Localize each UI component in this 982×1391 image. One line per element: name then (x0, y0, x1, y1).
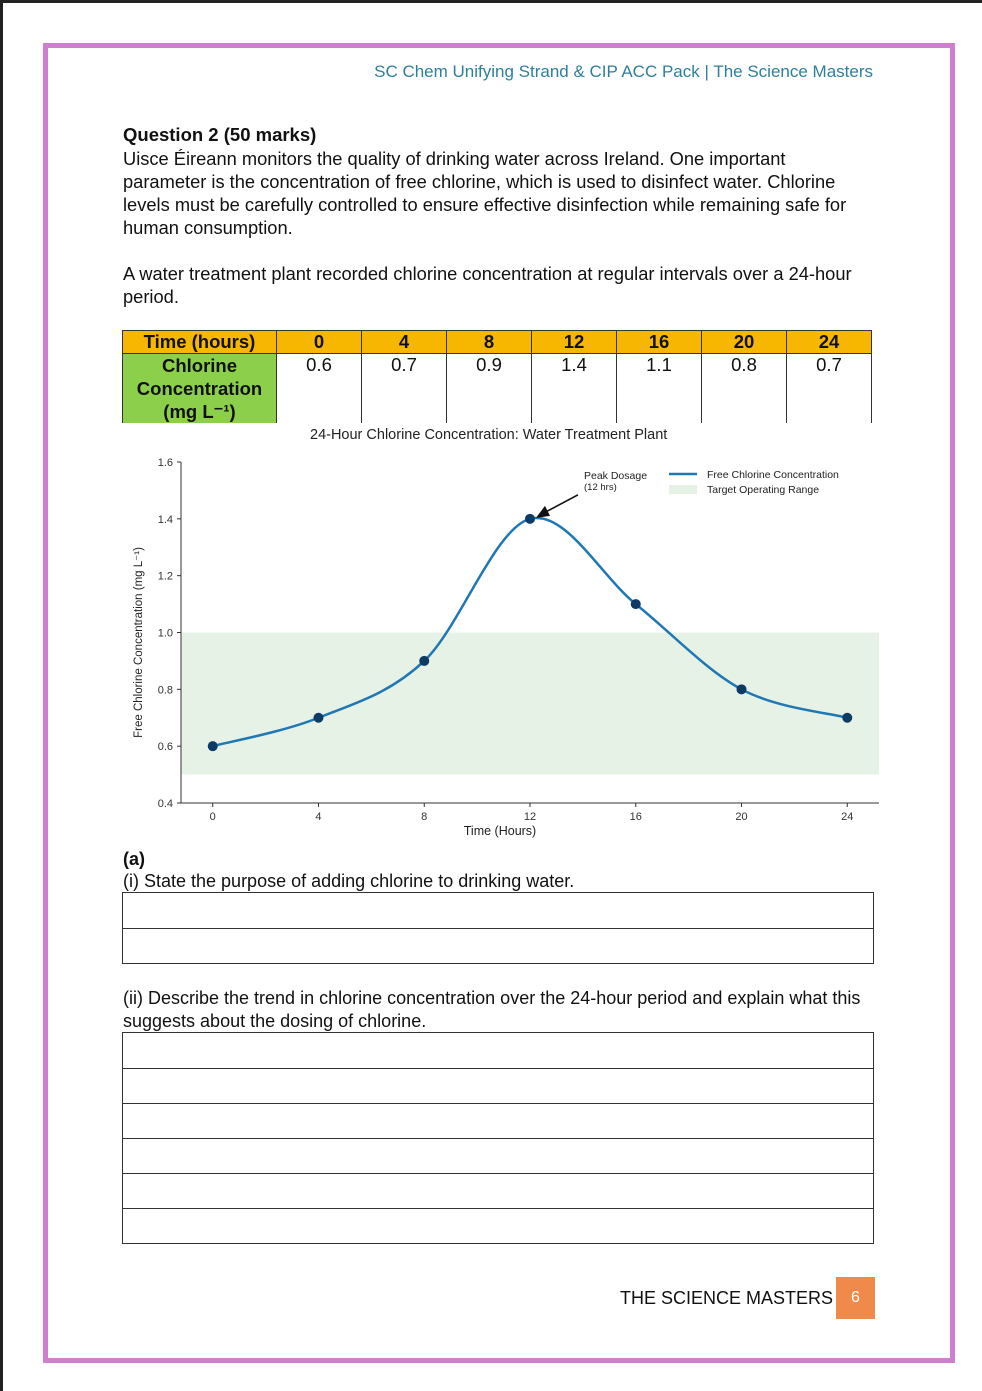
concentration-cell: 1.4 (532, 354, 617, 424)
time-cell: 16 (617, 331, 702, 354)
concentration-cell: 1.1 (617, 354, 702, 424)
x-tick-label: 8 (421, 811, 428, 823)
legend-band-swatch (669, 485, 697, 494)
time-row (123, 331, 872, 354)
concentration-cell: 0.9 (447, 354, 532, 424)
question-context: A water treatment plant recorded chlorine concentration at regular intervals over a 24-hour period. (123, 263, 852, 307)
data-point (313, 713, 323, 723)
y-axis-label: Free Chlorine Concentration (mg L⁻¹) (133, 547, 145, 738)
x-tick-label: 16 (629, 811, 642, 823)
y-tick-label: 1.0 (157, 627, 173, 640)
concentration-header (123, 354, 277, 424)
data-point (737, 684, 747, 694)
answer-line[interactable] (123, 1068, 873, 1103)
data-point (631, 599, 641, 609)
annotation-arrowhead (536, 506, 550, 518)
concentration-row (123, 354, 872, 424)
annotation-arrow-line (546, 495, 578, 512)
answer-line[interactable] (123, 1173, 873, 1208)
answer-line[interactable] (123, 1208, 873, 1243)
page-header: SC Chem Unifying Strand & CIP ACC Pack | The Science Masters (374, 62, 873, 81)
answer-line[interactable] (123, 893, 873, 928)
chart-title: 24-Hour Chlorine Concentration: Water Treatment Plant (310, 427, 668, 443)
x-tick-label: 20 (735, 811, 748, 823)
legend-series-label: Free Chlorine Concentration (707, 469, 839, 481)
x-tick-label: 0 (209, 811, 216, 823)
footer-brand: THE SCIENCE MASTERS (620, 1288, 834, 1308)
concentration-header-line: (mg L⁻¹) (163, 401, 236, 422)
question-a-ii: (ii) Describe the trend in chlorine concentration over the 24-hour period and explain what this suggests about the dosing of chlorine. (123, 988, 861, 1031)
page-number-badge: 6 (836, 1277, 875, 1319)
chart (120, 448, 890, 848)
time-cell: 8 (447, 331, 532, 354)
y-tick-label: 1.2 (157, 570, 173, 583)
concentration-header-line: Concentration (136, 378, 263, 399)
question-title: Question 2 (50 marks) (123, 124, 317, 145)
y-tick-label: 1.4 (157, 513, 173, 526)
data-point (842, 713, 852, 723)
concentration-cell: 0.6 (277, 354, 362, 424)
x-tick-label: 4 (315, 811, 322, 823)
concentration-cell: 0.7 (787, 354, 872, 424)
time-cell: 24 (787, 331, 872, 354)
data-table (122, 330, 872, 423)
legend-band-label: Target Operating Range (707, 484, 820, 496)
question-intro: Uisce Éireann monitors the quality of drinking water across Ireland. One important parameter is the concentration of free chlorine, which is used to disinfect water. Chlorine levels must be carefully controlled to ensure effective disinfection while remaining safe for human consumption. (123, 148, 847, 238)
x-tick-label: 24 (841, 811, 854, 823)
x-axis-label: Time (Hours) (463, 824, 537, 838)
y-tick-label: 0.8 (157, 684, 173, 697)
annotation-sublabel: (12 hrs) (584, 481, 617, 493)
y-tick-label: 0.4 (157, 798, 173, 810)
concentration-header-line: Chlorine (161, 355, 238, 376)
part-a-label: (a) (123, 849, 145, 869)
answer-line[interactable] (123, 1033, 873, 1068)
answer-box-a-ii[interactable] (122, 1032, 874, 1244)
time-cell: 12 (532, 331, 617, 354)
annotation-label: Peak Dosage (584, 469, 648, 482)
data-point (419, 656, 429, 666)
time-cell: 0 (277, 331, 362, 354)
concentration-cell: 0.7 (362, 354, 447, 424)
answer-box-a-i[interactable] (122, 892, 874, 964)
time-cell: 4 (362, 331, 447, 354)
y-tick-label: 0.6 (157, 741, 173, 754)
y-tick-label: 1.6 (157, 457, 173, 469)
x-tick-label: 12 (523, 811, 537, 823)
answer-line[interactable] (123, 1103, 873, 1138)
time-cell: 20 (702, 331, 787, 354)
data-point (208, 741, 218, 751)
answer-line[interactable] (123, 928, 873, 963)
question-a-i: (i) State the purpose of adding chlorine to drinking water. (123, 871, 575, 891)
time-header: Time (hours) (123, 331, 277, 354)
data-point (525, 514, 535, 524)
concentration-cell: 0.8 (702, 354, 787, 424)
answer-line[interactable] (123, 1138, 873, 1173)
